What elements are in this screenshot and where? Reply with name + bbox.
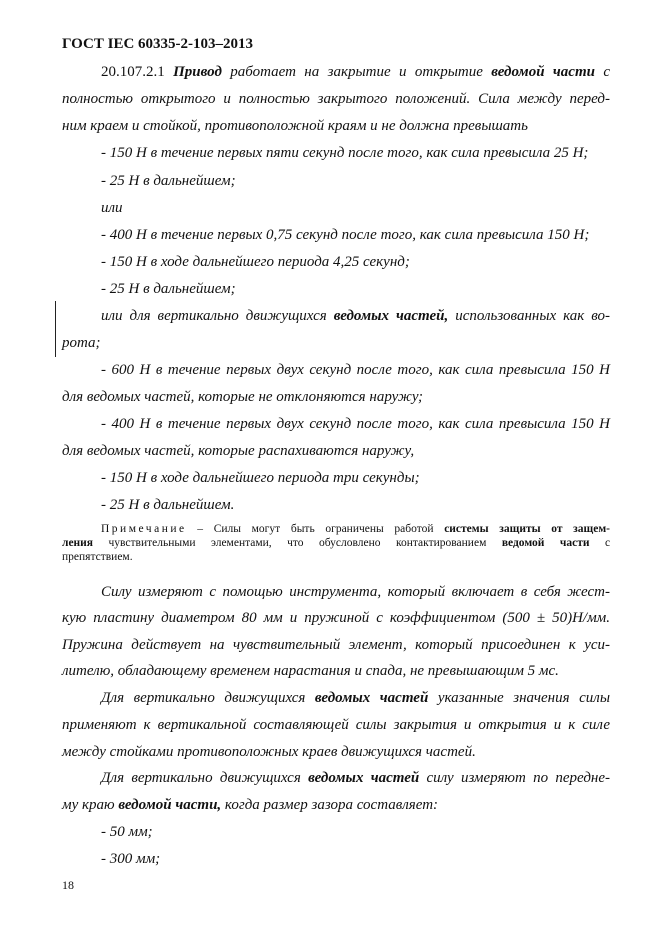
list-item: - 400 Н в течение первых 0,75 секунд после того, как сила превысила 150 Н; <box>101 227 590 243</box>
note-first-line <box>101 522 610 536</box>
note-term: ведомой части <box>501 537 590 549</box>
paragraph-line: рота; <box>62 335 101 351</box>
clause-first-line <box>101 63 610 81</box>
paragraph-line <box>101 307 610 325</box>
list-item: - 150 Н в течение первых пяти секунд после того, как сила превысила 25 Н; <box>101 145 589 161</box>
note-line <box>62 536 610 550</box>
list-item: - 25 Н в дальнейшем. <box>101 497 235 513</box>
change-bar <box>55 301 56 357</box>
paragraph-line: лителю, обладающему временем нарастания и спада, не превышающим 5 мс. <box>62 663 559 679</box>
page-number: 18 <box>62 878 74 892</box>
paragraph-text: силу измеряют по передне- <box>426 770 611 786</box>
note-label: Примечание <box>101 523 187 535</box>
clause-text: работает на закрытие и открытие <box>230 64 483 80</box>
list-item: или <box>101 200 123 216</box>
paragraph-text: когда размер зазора составляет: <box>224 797 439 813</box>
note-text: чувствительными элементами, что обусловлено контактированием <box>108 537 487 549</box>
term-driven-parts: ведомых частей <box>308 770 420 786</box>
clause-line: ним краем и стойкой, противоположной краям и не должна превышать <box>62 118 528 134</box>
paragraph-line: применяют к вертикальной составляющей силы закрытия и открытия и к силе <box>62 717 610 733</box>
paragraph-text: или для вертикально движущихся <box>101 308 327 324</box>
list-item-continuation: для ведомых частей, которые не отклоняются наружу; <box>62 389 423 405</box>
paragraph-text: Для вертикально движущихся <box>101 770 301 786</box>
note-line: препятствием. <box>62 551 133 563</box>
list-item: - 150 Н в ходе дальнейшего периода три секунды; <box>101 470 420 486</box>
clause-number: 20.107.2.1 <box>101 64 165 80</box>
list-item: - 25 Н в дальнейшем; <box>101 173 236 189</box>
paragraph-line <box>62 796 610 814</box>
list-item: - 400 Н в течение первых двух секунд после того, как сила превысила 150 Н <box>101 416 610 432</box>
paragraph-text: использованных как во- <box>455 308 611 324</box>
paragraph-line: Пружина действует на чувствительный элемент, который присоединен к уси- <box>62 637 610 653</box>
paragraph-line: кую пластину диаметром 80 мм и пружиной с коэффициентом (500 ± 50)Н/мм. <box>62 610 610 626</box>
term-driven-part: ведомой части <box>491 64 595 80</box>
clause-text: с <box>603 64 611 80</box>
term-driven-part: ведомой части, <box>118 797 222 813</box>
paragraph-line <box>101 769 610 787</box>
list-item: - 600 Н в течение первых двух секунд после того, как сила превысила 150 Н <box>101 362 610 378</box>
paragraph-line <box>101 689 610 707</box>
note-term: системы защиты от защем- <box>444 523 611 535</box>
paragraph-line: между стойками противоположных краев движущихся частей. <box>62 744 476 760</box>
term-drive: Привод <box>173 64 222 80</box>
clause-line: полностью открытого и полностью закрытого положений. Сила между перед- <box>62 91 610 107</box>
paragraph-text: Для вертикально движущихся <box>101 690 306 706</box>
list-item: - 150 Н в ходе дальнейшего периода 4,25 секунд; <box>101 254 410 270</box>
list-item-continuation: для ведомых частей, которые распахиваются наружу, <box>62 443 415 459</box>
paragraph-text: му краю <box>62 797 115 813</box>
list-item: - 50 мм; <box>101 824 153 840</box>
paragraph-line: Силу измеряют с помощью инструмента, который включает в себя жест- <box>101 584 610 600</box>
term-driven-parts: ведомых частей <box>314 690 429 706</box>
list-item: - 25 Н в дальнейшем; <box>101 281 236 297</box>
document-header: ГОСТ IEC 60335-2-103–2013 <box>62 36 254 52</box>
term-driven-parts: ведомых частей, <box>333 308 449 324</box>
list-item: - 300 мм; <box>101 851 161 867</box>
note-text: с <box>604 537 611 549</box>
note-text: – Силы могут быть ограничены работой <box>197 523 434 535</box>
note-term: ления <box>62 537 94 549</box>
paragraph-text: указанные значения силы <box>437 690 610 706</box>
